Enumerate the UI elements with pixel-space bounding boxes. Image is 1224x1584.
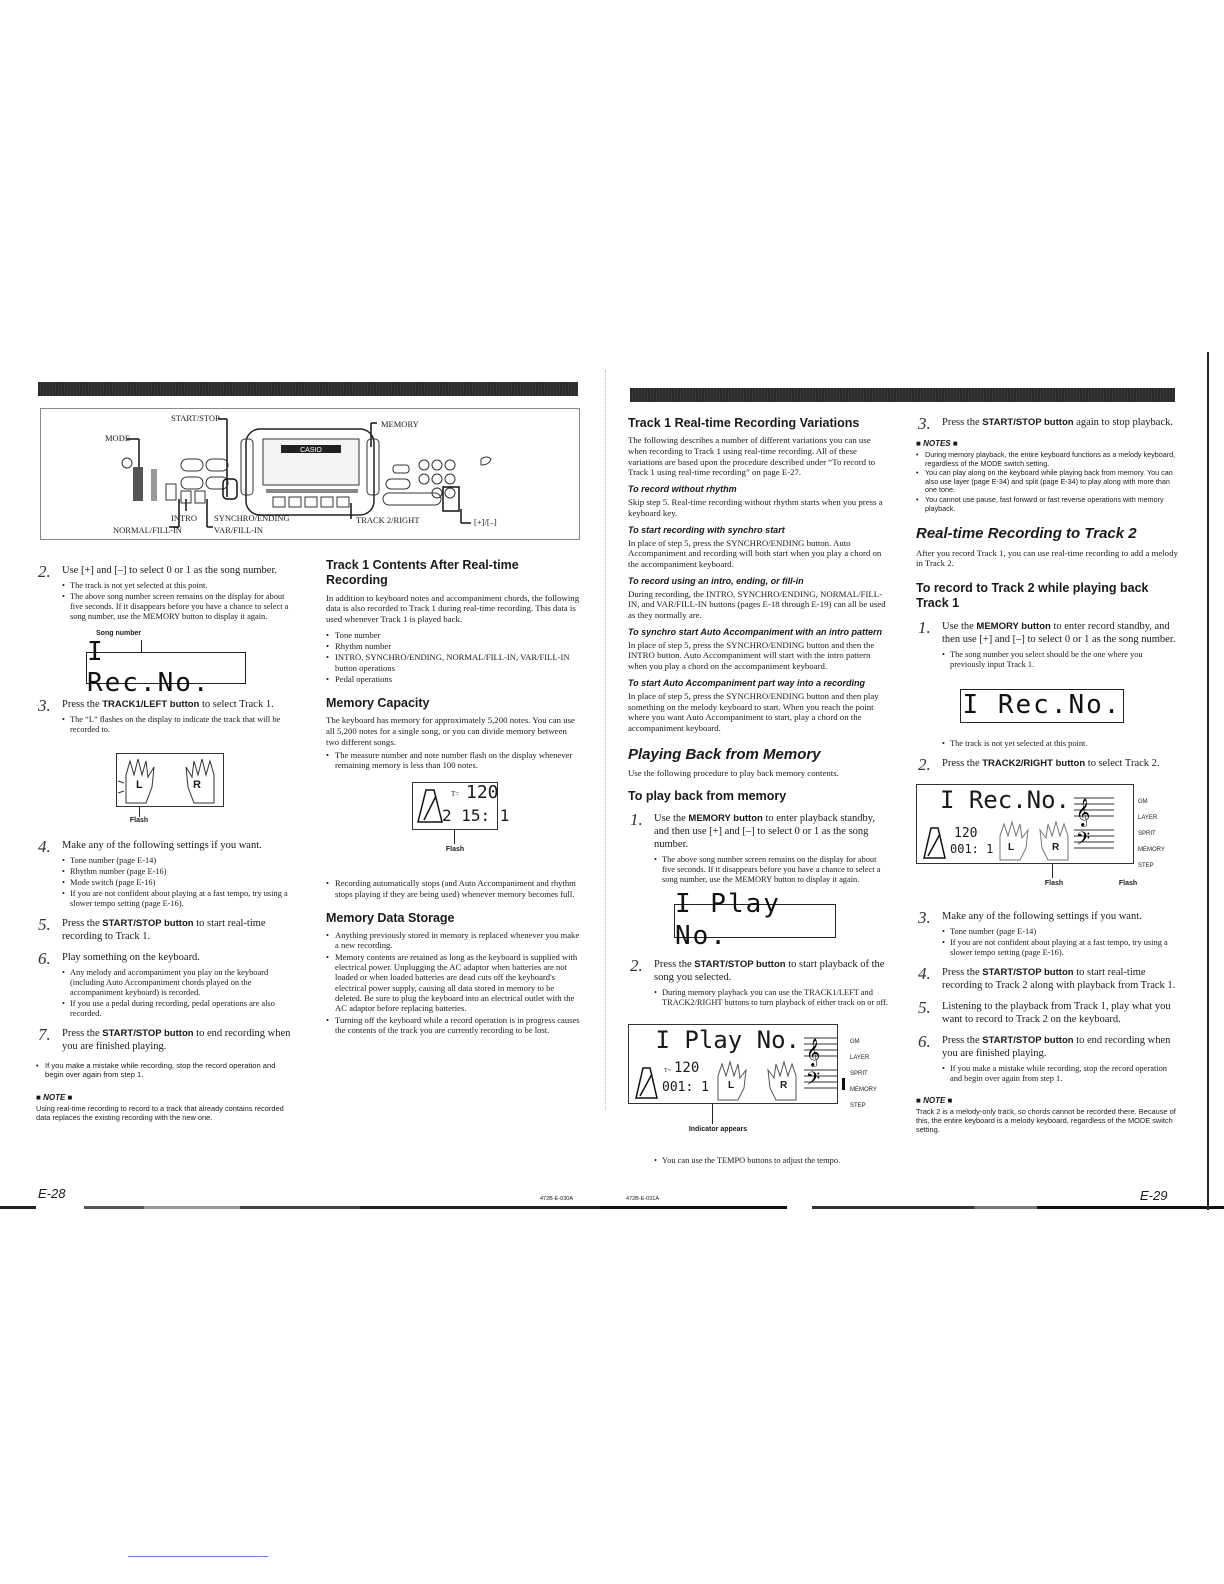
step-number: 1. xyxy=(918,617,931,637)
right-column-3 xyxy=(628,410,890,1167)
heading-to-record-track2: To record to Track 2 while playing back Track 1 xyxy=(916,581,1149,611)
list-item: • Tone number (page E-14) xyxy=(942,927,1178,937)
side-label-sprit: SPRIT xyxy=(1138,830,1156,837)
heading-playing-back: Playing Back from Memory xyxy=(628,745,821,763)
page-divider xyxy=(605,370,606,1110)
lcd-tempo-value: 120 xyxy=(466,782,499,804)
list-item: • Recording automatically stops (and Auto Accompaniment and rhythm stops playing if they are being used) whenever memory becomes full. xyxy=(326,878,580,899)
lcd-play-no-2: I Play No. xyxy=(655,1026,800,1055)
lcd-rec-no: I Rec.No. xyxy=(86,652,246,684)
label-intro: INTRO xyxy=(171,513,197,523)
list-item: • If you are not confident about playing at a fast tempo, try using a slower tempo setting (page E-16). xyxy=(942,938,1178,958)
bottom-edge-left xyxy=(0,1206,600,1209)
list-item: • Rhythm number (page E-16) xyxy=(62,867,294,877)
step-post: to select Track 1. xyxy=(199,699,274,711)
heading-capacity: Memory Capacity xyxy=(326,696,430,711)
step-3-stop xyxy=(916,414,1178,433)
note-text-right: Track 2 is a melody-only track, so chords cannot be recorded there. Because of this, the entire keyboard is a melody keyboard, regardless of the MODE switch setting. xyxy=(916,1106,1176,1134)
side-label-gm: GM xyxy=(850,1039,860,1046)
step-3-track2-bullets xyxy=(916,927,1178,958)
side-labels xyxy=(850,1034,877,1114)
list-item: • If you make a mistake while recording, stop the record operation and begin over again from step 1. xyxy=(36,1061,294,1079)
side-labels xyxy=(1138,794,1165,874)
list-item: • You can play along on the keyboard while playing back from memory. You can also use layer (page E-34) and split (page E-34) to play along with more than one tone. xyxy=(916,469,1178,495)
step-6-bullets xyxy=(36,968,294,1019)
step-pre: Press the xyxy=(942,757,983,769)
step-bold: START/STOP button xyxy=(982,1035,1074,1047)
left-column-1 xyxy=(36,556,294,1123)
step-bold: START/STOP button xyxy=(694,959,786,971)
lcd-measure-value: 2 15: 1 xyxy=(442,806,510,826)
step-2-track2 xyxy=(916,754,1178,774)
list-item: • During memory playback, the entire keyboard functions as a melody keyboard, regardless of the MODE switch setting. xyxy=(916,451,1178,468)
memory-full-display: T= 120 2 15: 1 Flash xyxy=(326,782,580,882)
step-post: to end recording when you are finished playing. xyxy=(62,1027,291,1052)
svg-text:𝄢: 𝄢 xyxy=(1076,828,1091,854)
label-synchro-ending: SYNCHRO/ENDING xyxy=(214,513,290,523)
step-pre: Press the xyxy=(62,917,103,929)
list-item: • The above song number screen remains on the display for about five seconds. If it disappears before you have a chance to select a song number, use the MEMORY button to display it again. xyxy=(62,592,294,622)
metronome-icon xyxy=(920,824,948,860)
tempo-value: 120 xyxy=(674,1060,700,1077)
measure-value: 001: 1 xyxy=(662,1080,709,1096)
side-label-memory: MEMORY xyxy=(1138,846,1165,853)
step-post: to enter record standby, and then use [+] and [–] to select 0 or 1 as the song number. xyxy=(942,620,1176,645)
step-bold: START/STOP button xyxy=(102,917,194,929)
step-4-left xyxy=(36,837,294,857)
page-number-left: E-28 xyxy=(38,1186,66,1201)
side-label-sprit: SPRIT xyxy=(850,1071,868,1078)
paragraph-without-rhythm: Skip step 5. Real-time recording without rhythm starts when you press a keyboard key. xyxy=(628,497,883,518)
step-number: 5. xyxy=(918,997,931,1017)
doc-code-right: 472B-E-031A xyxy=(626,1196,660,1202)
label-track2-right: TRACK 2/RIGHT xyxy=(356,515,420,525)
heading-variations: Track 1 Real-time Recording Variations xyxy=(628,416,860,430)
step-pre: Press the xyxy=(942,417,983,428)
keyboard-diagram xyxy=(40,408,580,540)
paragraph-intro-ending: During recording, the INTRO, SYNCHRO/ENDING, NORMAL/FILL-IN, and VAR/FILL-IN buttons (pages E-18 through E-19) can all be used as they normally are. xyxy=(628,588,886,621)
lcd-song-number-wrap xyxy=(36,636,294,699)
list-item: • The song number you select should be the one where you previously input Track 1. xyxy=(942,650,1178,670)
side-label-step: STEP xyxy=(1138,862,1154,869)
step-text: Make any of the following settings if you want. xyxy=(942,910,1142,922)
note-heading-text: NOTE xyxy=(923,1096,946,1106)
list-item: • You cannot use pause, fast forward or fast reverse operations with memory playback. xyxy=(916,496,1178,513)
lcd-rec-wrap xyxy=(916,671,1178,731)
list-item: • The track is not yet selected at this point. xyxy=(62,581,294,591)
notes-list xyxy=(916,451,1178,513)
step-number: 2. xyxy=(38,562,51,581)
step-number: 3. xyxy=(38,696,51,716)
heading-without-rhythm: To record without rhythm xyxy=(628,484,737,495)
step-2-left xyxy=(36,562,294,581)
paragraph-playing-back: Use the following procedure to play back memory contents. xyxy=(628,768,839,779)
list-item: • Tone number (page E-14) xyxy=(62,856,294,866)
staff-icon xyxy=(804,1028,838,1100)
note-text: Using real-time recording to record to a track that already contains recorded data replaces the existing recording with the new one. xyxy=(36,1104,284,1122)
step-number: 2. xyxy=(630,956,643,976)
measure-value: 001: 1 xyxy=(950,841,994,856)
step-post: to start real-time recording to Track 1. xyxy=(62,917,266,942)
tempo-value: 120 xyxy=(954,825,978,841)
lcd-rec-no-track2: I Rec.No. xyxy=(960,689,1124,723)
step-number: 3. xyxy=(918,907,931,927)
hand-right-label: R xyxy=(193,779,201,792)
lcd-play-no: I Play No. xyxy=(674,904,836,938)
side-label-step: STEP xyxy=(850,1103,866,1110)
step-bold: TRACK2/RIGHT button xyxy=(982,757,1086,769)
step-2-bullets xyxy=(36,581,294,622)
hand-icons xyxy=(712,1058,802,1102)
paragraph-partway: In place of step 5, press the SYNCHRO/ENDING button and then play something on the melody keyboard to start. When you reach the point where you want Auto Accompaniment to start, play a chord on the accompaniment keyboard. xyxy=(628,690,879,734)
paragraph-capacity: The keyboard has memory for approximately 5,200 notes. You can use all 5,200 notes for a single song, or you can divide memory between two different songs. xyxy=(326,715,575,747)
list-item: • Mode switch (page E-16) xyxy=(62,878,294,888)
capacity-list xyxy=(326,750,580,771)
svg-text:𝄞: 𝄞 xyxy=(806,1038,821,1067)
step-6-left xyxy=(36,949,294,969)
svg-text:𝄞: 𝄞 xyxy=(1076,797,1091,826)
hand-icons xyxy=(116,753,224,807)
left-column-2 xyxy=(326,552,580,1036)
list-item: • The above song number screen remains on the display for about five seconds. If it disappears before you have a chance to select a song number, use the MEMORY button to display it again. xyxy=(654,855,890,885)
notes-heading: ■ NOTES ■ xyxy=(916,439,958,449)
step-number: 6. xyxy=(38,949,51,969)
label-start-stop: START/STOP xyxy=(171,413,220,423)
lcd-rec-no-2: I Rec.No. xyxy=(939,785,1070,814)
list-item: • The track is not yet selected at this point. xyxy=(942,739,1178,749)
list-item: • Rhythm number xyxy=(326,641,580,651)
label-memory: MEMORY xyxy=(381,419,419,429)
list-item: • INTRO, SYNCHRO/ENDING, NORMAL/FILL-IN, VAR/FILL-IN button operations xyxy=(326,652,580,673)
step-bold: TRACK1/LEFT button xyxy=(102,699,200,711)
side-label-layer: LAYER xyxy=(850,1055,870,1062)
paragraph-track2: After you record Track 1, you can use real-time recording to add a melody in Track 2. xyxy=(916,547,1178,569)
step-number: 6. xyxy=(918,1032,931,1052)
step-bold: MEMORY button xyxy=(976,620,1051,632)
list-item: • The measure number and note number flash on the display whenever remaining memory is less than 100 notes. xyxy=(326,750,580,771)
step-number: 4. xyxy=(38,837,51,857)
right-header-bar xyxy=(630,388,1175,402)
hand-icons xyxy=(994,818,1074,862)
side-label-layer: LAYER xyxy=(1138,814,1158,821)
step-5-left xyxy=(36,914,294,943)
note-heading-right: ■ NOTE ■ xyxy=(916,1096,953,1106)
step-pre: Press the xyxy=(942,1035,983,1047)
step-bold: START/STOP button xyxy=(102,1027,194,1039)
list-item: • If you make a mistake while recording, stop the record operation and begin over again from step 1. xyxy=(942,1064,1178,1084)
step-number: 4. xyxy=(918,963,931,983)
bottom-blue-line xyxy=(128,1556,268,1557)
paragraph-variations: The following describes a number of different variations you can use when recording to Track 1 using real-time recording. All of these variations are based upon the procedure described under “To record to Track 1 using real-time recording” on page E-27. xyxy=(628,435,876,478)
contents-list xyxy=(326,630,580,685)
mistake-list xyxy=(36,1061,294,1079)
step-3-track2 xyxy=(916,907,1178,927)
flash-caption: Flash xyxy=(445,846,465,854)
heading-to-play-back: To play back from memory xyxy=(628,788,787,803)
hands-display xyxy=(36,749,294,829)
list-item: • Anything previously stored in memory is replaced whenever you make a new recording. xyxy=(326,930,580,951)
step-post: to select Track 2. xyxy=(1085,757,1160,769)
lcd-play-wrap xyxy=(628,886,890,952)
step-pre: Use the xyxy=(942,620,977,632)
step-number: 5. xyxy=(38,914,51,934)
step-post: to start playback of the song you selected. xyxy=(654,959,885,984)
heading-synchro-intro: To synchro start Auto Accompaniment with an intro pattern xyxy=(628,626,883,637)
step-post: to enter playback standby, and then use [+] and [–] to select 0 or 1 as the song number. xyxy=(654,813,875,851)
doc-code-left: 472B-E-030A xyxy=(540,1196,574,1202)
notes-heading-text: NOTES xyxy=(923,439,951,449)
step-bold: START/STOP button xyxy=(982,417,1074,428)
indicator-caption: Indicator appears xyxy=(688,1126,748,1134)
heading-partway: To start Auto Accompaniment part way into a recording xyxy=(628,677,866,688)
list-item: • Tone number xyxy=(326,630,580,640)
svg-text:𝄢: 𝄢 xyxy=(806,1069,821,1095)
step-text: Make any of the following settings if you want. xyxy=(62,840,262,852)
flash-caption-a: Flash xyxy=(1044,879,1064,887)
list-item: • The “L” flashes on the display to indicate the track that will be recorded to. xyxy=(62,715,294,735)
list-item: • If you use a pedal during recording, pedal operations are also recorded. xyxy=(62,999,294,1019)
step-text: Play something on the keyboard. xyxy=(62,952,200,964)
side-label-gm: GM xyxy=(1138,798,1148,805)
step-1-track2 xyxy=(916,617,1178,646)
not-selected-list xyxy=(916,739,1178,749)
step-pre: Press the xyxy=(62,1027,103,1039)
step-pre: Press the xyxy=(62,699,103,711)
hand-left-label: L xyxy=(136,779,143,792)
step-number: 7. xyxy=(38,1024,51,1044)
right-page-edge xyxy=(1207,352,1209,1210)
step-pre: Use the xyxy=(654,813,689,825)
label-plus-minus: [+]/[–] xyxy=(474,517,497,527)
track2-display: I Rec.No. 120 001: 1 L R 𝄞 𝄢 GM LAYER SPRIT MEMORY STEP Flash Flash xyxy=(916,784,1178,896)
bottom-edge-right xyxy=(600,1206,1224,1209)
tempo-note-list xyxy=(628,1156,890,1166)
step-2-play xyxy=(628,958,890,984)
page-number-right: E-29 xyxy=(1140,1188,1168,1203)
heading-intro-ending: To record using an intro, ending, or fill-in xyxy=(628,575,804,586)
right-column-4 xyxy=(916,410,1178,1134)
step-1-track2-bullets xyxy=(916,650,1178,670)
flash-caption-b: Flash xyxy=(1118,879,1138,887)
keyboard-panel-drawing xyxy=(41,409,581,541)
step-post: to start real-time recording to Track 2 along with playback from Track 1. xyxy=(942,966,1176,991)
step-4-bullets xyxy=(36,856,294,909)
casio-logo: CASIO xyxy=(300,447,322,454)
paragraph-contents: In addition to keyboard notes and accompaniment chords, the following data is also recorded to Track 1 during real-time recording. This data is used whenever Track 1 is played back. xyxy=(326,592,580,624)
metronome-icon xyxy=(414,786,444,826)
list-item: • Any melody and accompaniment you play on the keyboard (including Auto Accompaniment chords played on the accompaniment keyboard) is recorded. xyxy=(62,968,294,998)
step-2-play-bullets xyxy=(628,988,890,1008)
song-number-caption: Song number xyxy=(96,629,142,637)
step-bold: START/STOP button xyxy=(982,966,1074,978)
list-item: • If you are not confident about playing at a fast tempo, try using a slower tempo setting (page E-16). xyxy=(62,889,294,909)
step-5-track2 xyxy=(916,997,1178,1026)
step-number: 1. xyxy=(630,810,643,830)
metronome-icon xyxy=(632,1064,660,1100)
left-header-bar xyxy=(38,382,578,396)
label-normal-fill-in: NORMAL/FILL-IN xyxy=(113,525,182,535)
step-text: Use [+] and [–] to select 0 or 1 as the song number. xyxy=(62,565,277,576)
list-item: • Turning off the keyboard while a record operation is in progress causes the contents of the track you are currently recording to be lost. xyxy=(326,1015,580,1036)
playback-display: I Play No. T= 120 001: 1 L R 𝄞 𝄢 GM LAYER SPRIT MEMORY STEP Indicator appears xyxy=(628,1024,890,1144)
list-item: • Pedal operations xyxy=(326,674,580,684)
heading-track2: Real-time Recording to Track 2 xyxy=(916,525,1137,543)
step-number: 2. xyxy=(918,754,931,774)
label-var-fill-in: VAR/FILL-IN xyxy=(214,525,263,535)
step-1-play-bullets xyxy=(628,855,890,885)
side-label-memory: MEMORY xyxy=(850,1087,877,1094)
step-post: again to stop playback. xyxy=(1073,417,1173,428)
step-6-track2 xyxy=(916,1034,1178,1060)
list-item: • Memory contents are retained as long as the keyboard is supplied with electrical power. Unplugging the AC adaptor when batteries are not loaded or when loaded batteries are dead cuts off the keyboard's electrical power supply, causing all data stored in memory to be deleted. Be sure to plug the keyboard into an electrical outlet with the AC adaptor before replacing batteries. xyxy=(326,952,580,1014)
step-post: to end recording when you are finished playing. xyxy=(942,1035,1171,1060)
heading-contents: Track 1 Contents After Real-time Recording xyxy=(326,558,519,588)
step-4-track2 xyxy=(916,963,1178,992)
step-1-play xyxy=(628,812,890,851)
step-pre: Press the xyxy=(942,966,983,978)
step-text: Listening to the playback from Track 1, play what you want to record to Track 2 on the keyboard. xyxy=(942,1000,1171,1025)
step-bold: MEMORY button xyxy=(688,813,763,825)
list-item: • During memory playback you can use the TRACK1/LEFT and TRACK2/RIGHT buttons to turn playback of either track on or off. xyxy=(654,988,890,1008)
step-3-left xyxy=(36,696,294,716)
note-heading: ■ NOTE ■ xyxy=(36,1093,73,1103)
label-mode: MODE xyxy=(105,433,131,443)
step-6-track2-bullets xyxy=(916,1064,1178,1084)
step-3-bullets xyxy=(36,715,294,735)
storage-list xyxy=(326,930,580,1035)
paragraph-synchro-start: In place of step 5, press the SYNCHRO/ENDING button. Auto Accompaniment and recording will both start when you play a chord on the accompaniment keyboard. xyxy=(628,537,882,569)
staff-icon xyxy=(1074,788,1114,860)
heading-storage: Memory Data Storage xyxy=(326,910,455,925)
list-item: • You can use the TEMPO buttons to adjust the tempo. xyxy=(654,1156,890,1166)
heading-synchro-start: To start recording with synchro start xyxy=(628,524,785,535)
step-pre: Press the xyxy=(654,959,695,971)
flash-caption: Flash xyxy=(129,817,149,825)
capacity-list-2 xyxy=(326,878,580,899)
note-heading-text: NOTE xyxy=(43,1093,66,1103)
step-7-left xyxy=(36,1024,294,1053)
paragraph-synchro-intro: In place of step 5, press the SYNCHRO/ENDING button and then the INTRO button. Auto Accompaniment will start with the intro pattern when you play a chord on the accompaniment keyboard. xyxy=(628,639,875,672)
step-number: 3. xyxy=(918,414,931,433)
